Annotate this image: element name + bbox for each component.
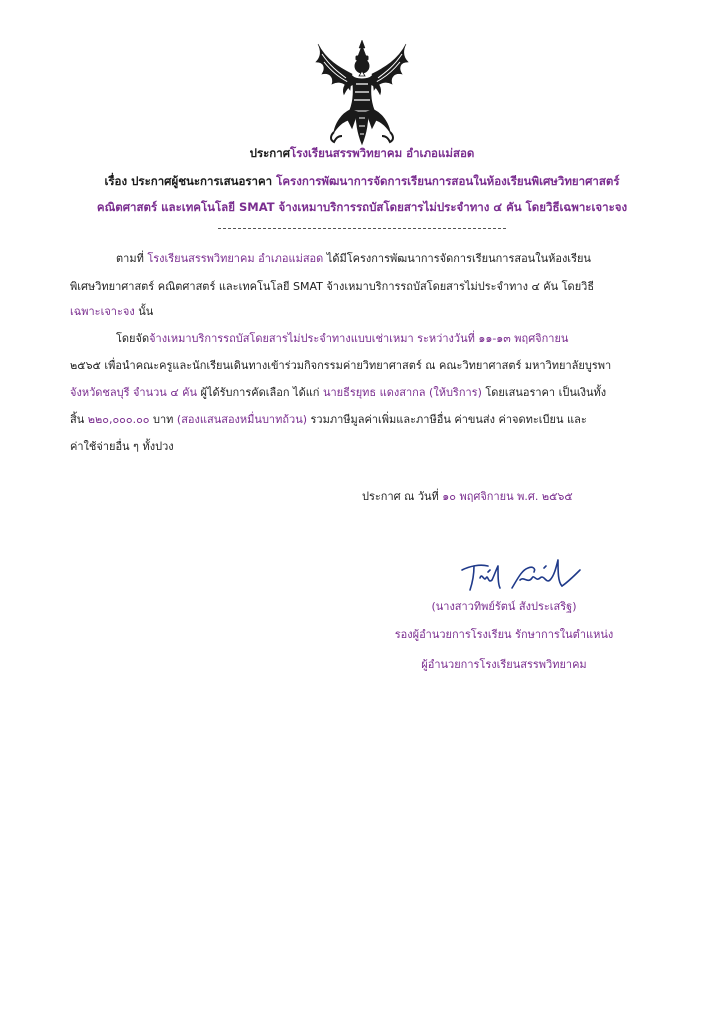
paragraph1-line1 xyxy=(116,250,591,268)
announcement-title xyxy=(60,144,664,162)
paragraph2-line5: ค่าใช้จ่ายอื่น ๆ ทั้งปวง xyxy=(70,440,174,453)
p2-l3-winner: นายธีรยุทธ แดงสากล (ให้บริการ) xyxy=(322,386,482,399)
paragraph2-line2: ๒๕๖๕ เพื่อนำคณะครูและนักเรียนเดินทางเข้าร่วมกิจกรรมค่ายวิทยาศาสตร์ ณ คณะวิทยาศาสตร์ มหาวิทยาลัยบูรพา xyxy=(70,359,612,372)
signer-name: (นางสาวทิพย์รัตน์ สังประเสริฐ) xyxy=(431,600,577,613)
announce-prefix: ประกาศ xyxy=(249,146,291,160)
p2-l4-a: สิ้น xyxy=(70,413,88,426)
p2-l1-a: โดยจัด xyxy=(116,332,150,345)
signer-position2: ผู้อำนวยการโรงเรียนสรรพวิทยาคม xyxy=(421,658,587,671)
paragraph1-line3 xyxy=(70,303,153,321)
divider xyxy=(218,228,506,229)
date-prefix: ประกาศ ณ วันที่ xyxy=(362,490,443,503)
garuda-emblem-icon xyxy=(312,38,412,146)
p2-l3-d: โดยเสนอราคา เป็นเงินทั้ง xyxy=(481,386,607,399)
p2-l4-amount-words: (สองแสนสองหมื่นบาทถ้วน) xyxy=(176,413,307,426)
p1-l1-school: โรงเรียนสรรพวิทยาคม อำเภอแม่สอด xyxy=(147,252,324,265)
paragraph2-line3 xyxy=(70,384,606,402)
p1-l3-a: เฉพาะเจาะจง xyxy=(70,305,135,318)
subject-prefix: เรื่อง ประกาศผู้ชนะการเสนอราคา xyxy=(104,174,273,188)
p1-l1-c: ได้มีโครงการพัฒนาการจัดการเรียนการสอนในห้องเรียน xyxy=(323,252,591,265)
p2-l4-c: บาท xyxy=(149,413,177,426)
announcement-date-line xyxy=(362,488,573,506)
paragraph1-line2: พิเศษวิทยาศาสตร์ คณิตศาสตร์ และเทคโนโลยี SMAT จ้างเหมาบริการรถบัสโดยสารไม่ประจำทาง ๔ คัน โดยวิธี xyxy=(70,280,595,293)
announce-school: โรงเรียนสรรพวิทยาคม อำเภอแม่สอด xyxy=(290,146,475,160)
announcement-date: ๑๐ พฤศจิกายน พ.ศ. ๒๕๖๕ xyxy=(442,490,573,503)
p2-l4-amount: ๒๒๐,๐๐๐.๐๐ xyxy=(87,413,150,426)
announcement-subject xyxy=(60,172,664,190)
signer-position1: รองผู้อำนวยการโรงเรียน รักษาการในตำแหน่ง xyxy=(394,628,614,641)
announcement-subject-line3: คณิตศาสตร์ และเทคโนโลยี SMAT จ้างเหมาบริการรถบัสโดยสารไม่ประจำทาง ๔ คัน โดยวิธีเฉพาะเจาะจง xyxy=(96,200,628,214)
p1-l1-a: ตามที่ xyxy=(116,252,148,265)
paragraph2-line1 xyxy=(116,330,568,348)
handwritten-signature xyxy=(458,548,588,598)
p2-l3-b: ผู้ได้รับการคัดเลือก ได้แก่ xyxy=(197,386,323,399)
p2-l3-a: จังหวัดชลบุรี จำนวน ๔ คัน xyxy=(70,386,198,399)
subject-project: โครงการพัฒนาการจัดการเรียนการสอนในห้องเรียนพิเศษวิทยาศาสตร์ xyxy=(276,174,620,188)
p2-l4-e: รวมภาษีมูลค่าเพิ่มและภาษีอื่น ค่าขนส่ง ค่าจดทะเบียน และ xyxy=(307,413,587,426)
p1-l3-b: นั้น xyxy=(134,305,154,318)
p2-l1-b: จ้างเหมาบริการรถบัสโดยสารไม่ประจำทางแบบเช่าเหมา ระหว่างวันที่ ๑๑-๑๓ พฤศจิกายน xyxy=(149,332,569,345)
paragraph2-line4 xyxy=(70,411,587,429)
